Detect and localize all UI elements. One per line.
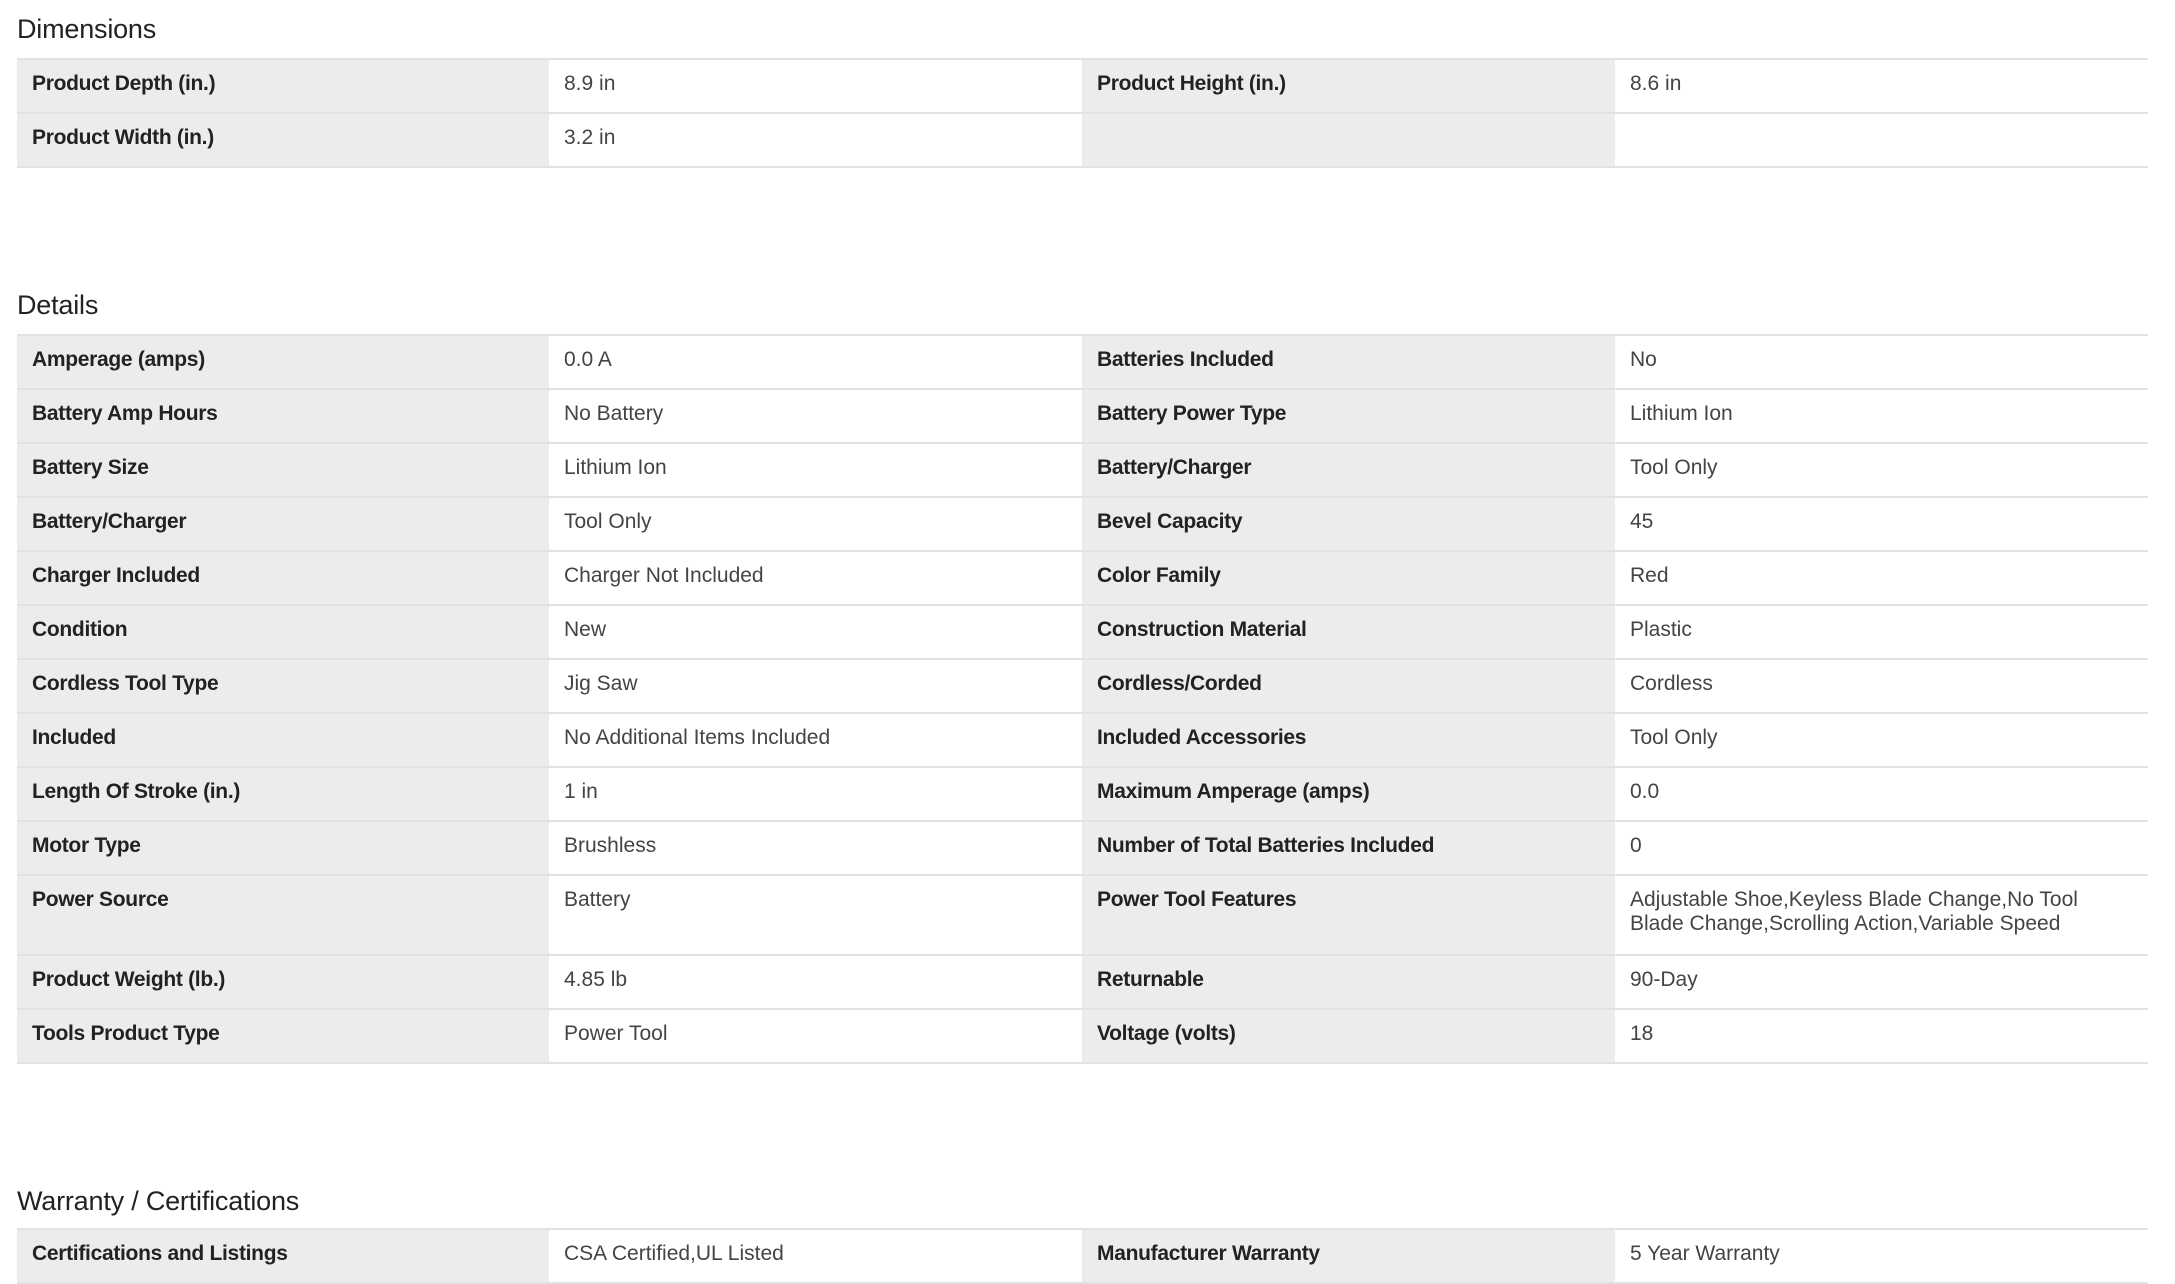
spec-label: Amperage (amps) [17,335,549,389]
table-row [17,551,2148,605]
spec-label: Charger Included [17,551,549,605]
spec-label: Certifications and Listings [17,1229,549,1283]
spec-value: No Additional Items Included [549,713,1082,767]
table-row [17,1009,2148,1063]
spec-label: Color Family [1082,551,1615,605]
spec-value: No [1615,335,2148,389]
spec-value: Red [1615,551,2148,605]
spec-value [1615,113,2148,167]
spec-value: 18 [1615,1009,2148,1063]
spec-label: Cordless Tool Type [17,659,549,713]
table-row [17,335,2148,389]
spec-label: Battery/Charger [17,497,549,551]
spec-value: Power Tool [549,1009,1082,1063]
spec-value: 90-Day [1615,955,2148,1009]
spec-label: Bevel Capacity [1082,497,1615,551]
table-row [17,443,2148,497]
spec-label: Maximum Amperage (amps) [1082,767,1615,821]
table-row [17,389,2148,443]
table-row [17,497,2148,551]
table-row [17,875,2148,955]
spec-label: Tools Product Type [17,1009,549,1063]
spec-label: Manufacturer Warranty [1082,1229,1615,1283]
section-title-dimensions: Dimensions [17,14,157,44]
spec-value: Adjustable Shoe,Keyless Blade Change,No Tool Blade Change,Scrolling Action,Variable Speed [1615,875,2148,955]
spec-value: 8.9 in [549,59,1082,113]
spec-label: Battery Power Type [1082,389,1615,443]
warranty-table [17,1228,2148,1284]
spec-label: Battery Amp Hours [17,389,549,443]
spec-label: Number of Total Batteries Included [1082,821,1615,875]
spec-value: 0.0 A [549,335,1082,389]
spec-value: 8.6 in [1615,59,2148,113]
spec-value: Jig Saw [549,659,1082,713]
spec-value: Tool Only [1615,713,2148,767]
spec-label [1082,113,1615,167]
spec-value: 0 [1615,821,2148,875]
spec-label: Battery/Charger [1082,443,1615,497]
spec-label: Included [17,713,549,767]
table-row [17,821,2148,875]
spec-label: Returnable [1082,955,1615,1009]
table-row [17,59,2148,113]
spec-value: Lithium Ion [1615,389,2148,443]
spec-value: Battery [549,875,1082,955]
spec-label: Product Depth (in.) [17,59,549,113]
spec-value: Tool Only [549,497,1082,551]
spec-value: 0.0 [1615,767,2148,821]
spec-label: Voltage (volts) [1082,1009,1615,1063]
table-row [17,605,2148,659]
spec-value: No Battery [549,389,1082,443]
spec-label: Cordless/Corded [1082,659,1615,713]
spec-label: Product Weight (lb.) [17,955,549,1009]
spec-value: 5 Year Warranty [1615,1229,2148,1283]
spec-value: 4.85 lb [549,955,1082,1009]
table-row [17,955,2148,1009]
spec-value: Brushless [549,821,1082,875]
spec-label: Product Width (in.) [17,113,549,167]
specifications-panel [17,0,2148,1284]
spec-value: 45 [1615,497,2148,551]
spec-value: New [549,605,1082,659]
spec-label: Motor Type [17,821,549,875]
spec-value: Charger Not Included [549,551,1082,605]
table-row [17,713,2148,767]
table-row [17,659,2148,713]
section-title-details: Details [17,290,99,320]
table-row [17,767,2148,821]
spec-label: Condition [17,605,549,659]
spec-label: Included Accessories [1082,713,1615,767]
dimensions-table [17,58,2148,168]
spec-value: 3.2 in [549,113,1082,167]
spec-value: CSA Certified,UL Listed [549,1229,1082,1283]
spec-value: Cordless [1615,659,2148,713]
spec-label: Power Source [17,875,549,955]
spec-label: Construction Material [1082,605,1615,659]
spec-label: Power Tool Features [1082,875,1615,955]
spec-value: 1 in [549,767,1082,821]
spec-value: Lithium Ion [549,443,1082,497]
spec-label: Battery Size [17,443,549,497]
details-table [17,334,2148,1064]
table-row [17,1229,2148,1283]
spec-value: Plastic [1615,605,2148,659]
spec-value: Tool Only [1615,443,2148,497]
table-row [17,113,2148,167]
spec-label: Batteries Included [1082,335,1615,389]
spec-label: Product Height (in.) [1082,59,1615,113]
spec-label: Length Of Stroke (in.) [17,767,549,821]
section-title-warranty: Warranty / Certifications [17,1186,300,1216]
